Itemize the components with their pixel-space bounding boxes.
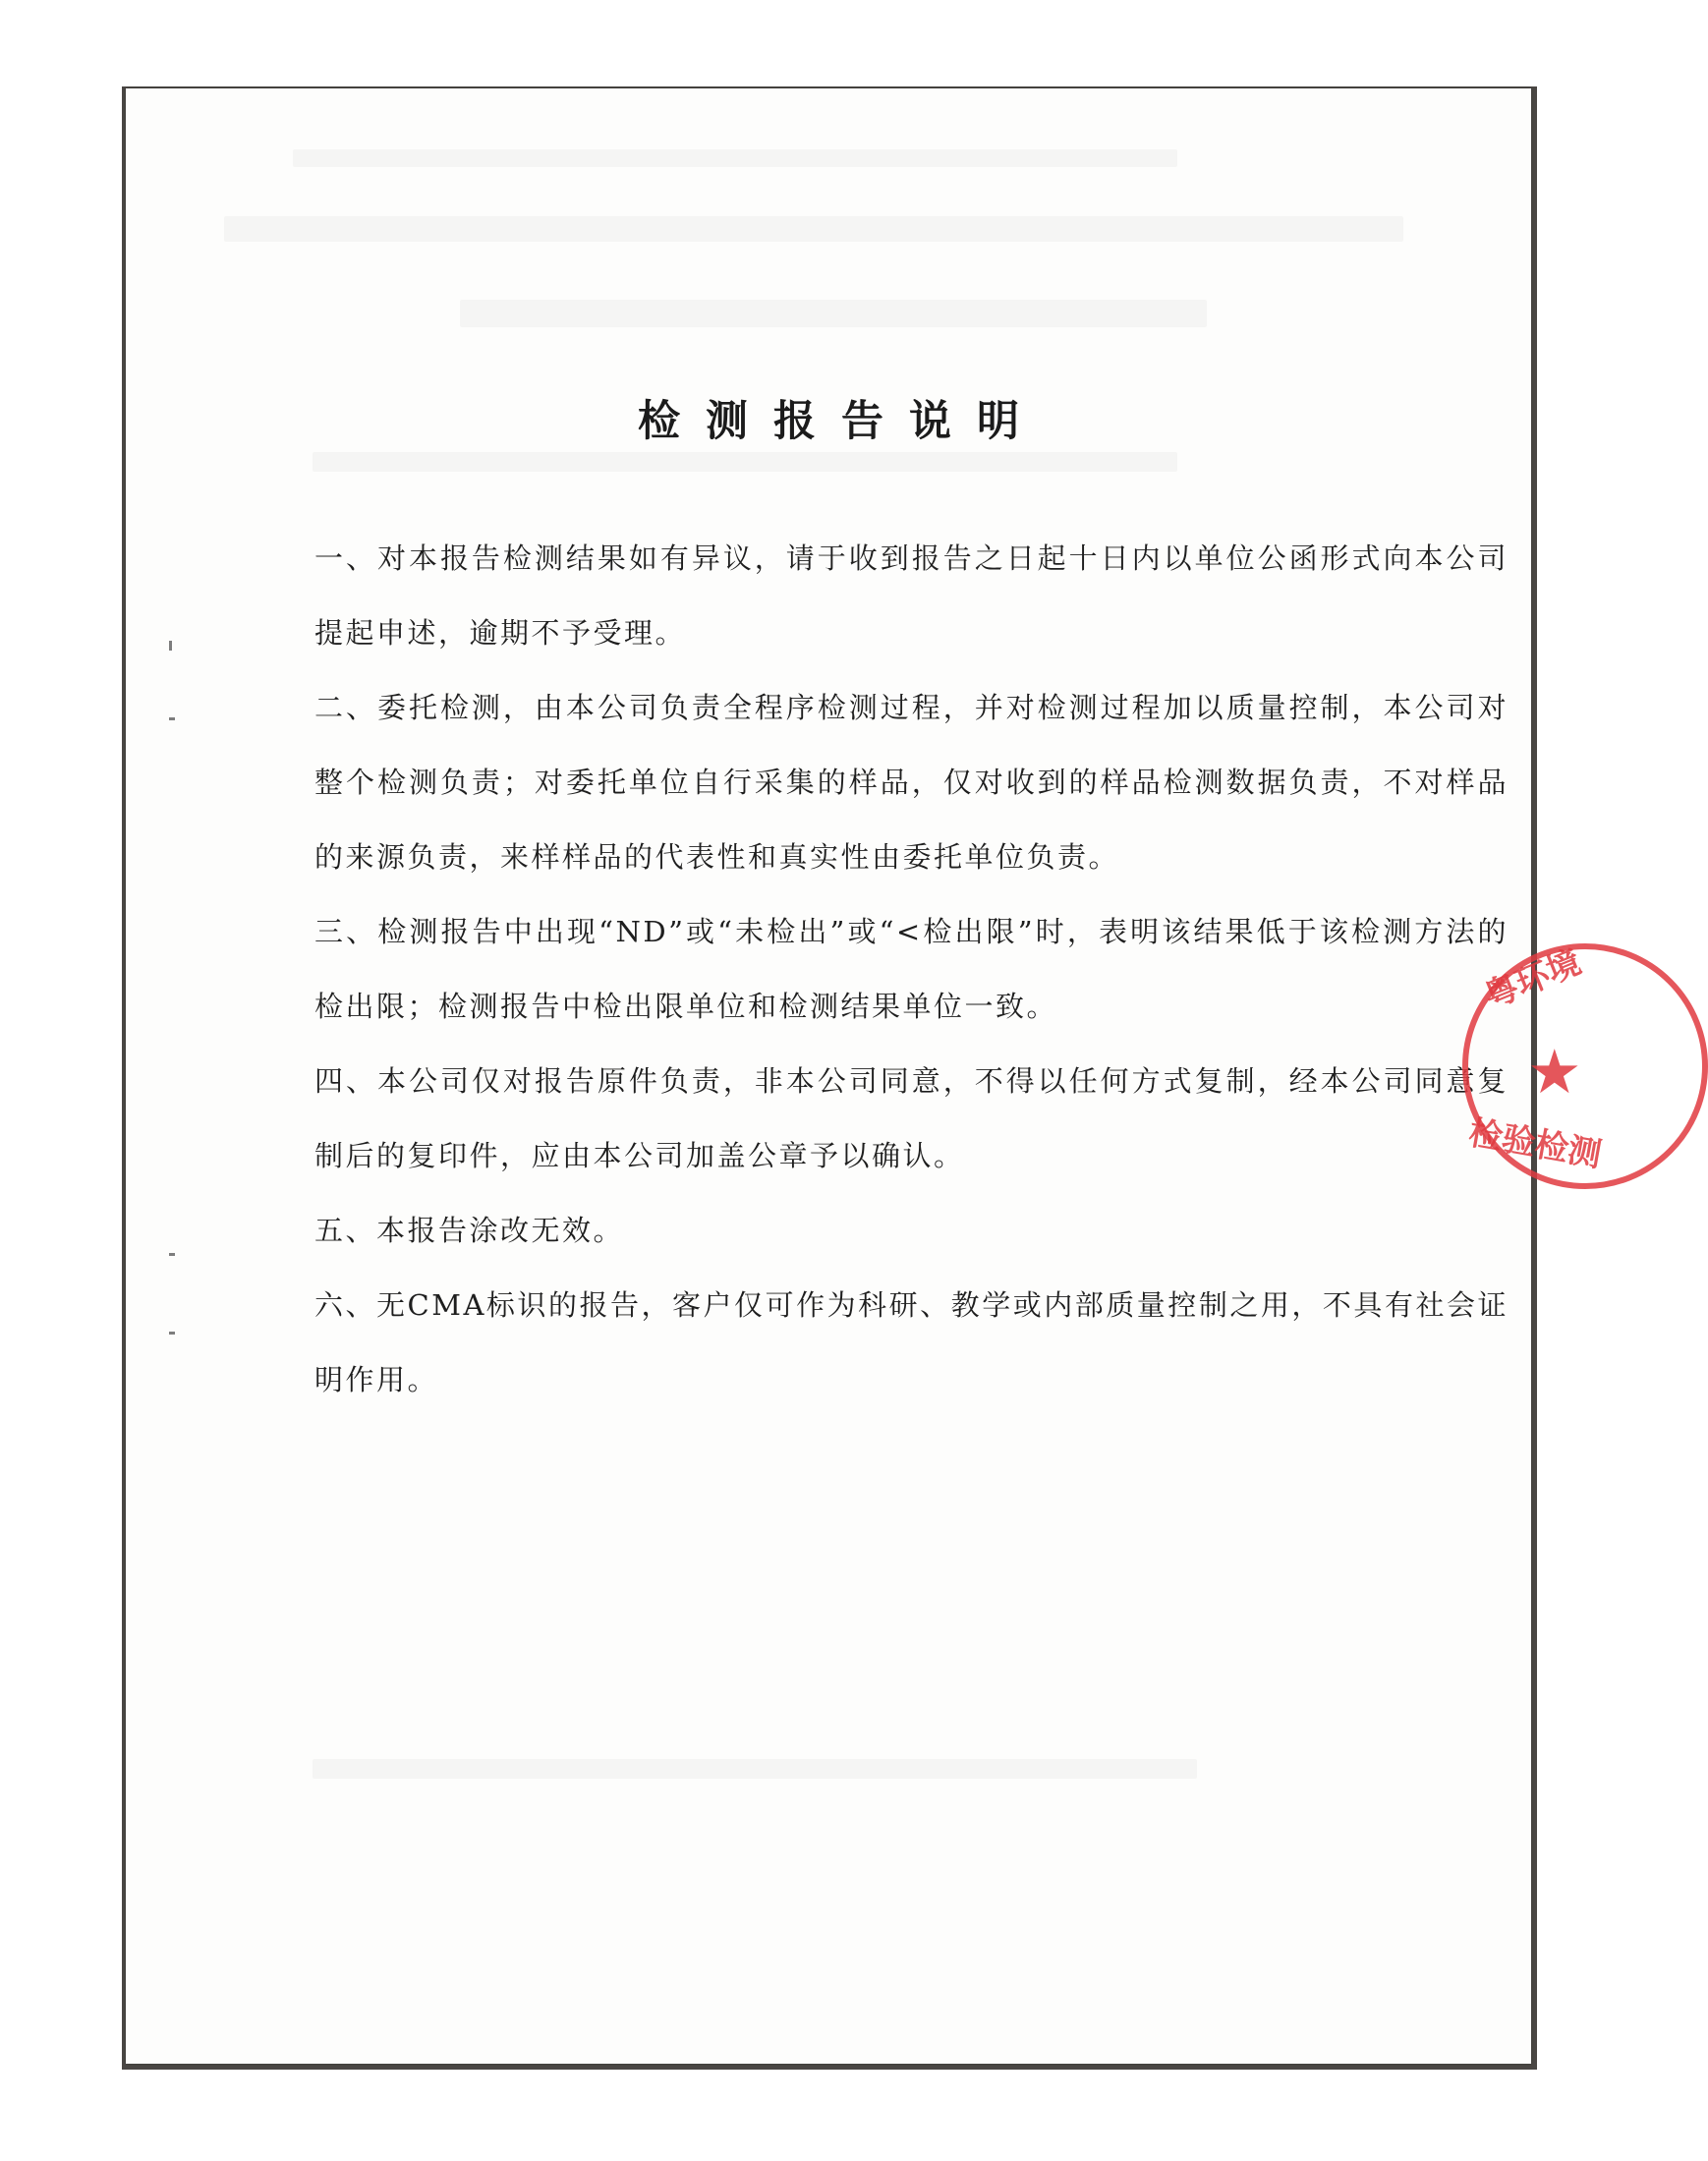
company-seal [1462, 942, 1605, 1209]
seal-text-bottom: 检验检测 [1465, 1112, 1605, 1175]
clause-list [314, 521, 1509, 1417]
binding-hole-mark [169, 1332, 175, 1335]
clause-5: 五、本报告涂改无效。 [314, 1214, 625, 1247]
document-page [126, 88, 1531, 2064]
bleed-through-line [460, 300, 1207, 327]
clause-1: 一、对本报告检测结果如有异议，请于收到报告之日起十日内以单位公函形式向本公司提起申述，逾期不予受理。 [314, 541, 1509, 650]
bleed-through-line [293, 149, 1177, 167]
clause-2: 二、委托检测，由本公司负责全程序检测过程，并对检测过程加以质量控制，本公司对整个检测负责；对委托单位自行采集的样品，仅对收到的样品检测数据负责，不对样品的来源负责，来样样品的代表性和真实性由委托单位负责。 [314, 691, 1509, 874]
clause-6: 六、无CMA标识的报告，客户仅可作为科研、教学或内部质量控制之用，不具有社会证明作用。 [314, 1288, 1509, 1396]
bleed-through-line [313, 1759, 1197, 1779]
binding-hole-mark [169, 717, 175, 720]
clause-3: 三、检测报告中出现“ND”或“未检出”或“<检出限”时，表明该结果低于该检测方法的检出限；检测报告中检出限单位和检测结果单位一致。 [314, 915, 1509, 1023]
page-title: 检测报告说明 [638, 396, 1045, 446]
bleed-through-line [224, 216, 1403, 242]
bleed-through-line [313, 452, 1177, 472]
star-icon: ★ [1527, 1036, 1582, 1108]
clause-4: 四、本公司仅对报告原件负责，非本公司同意，不得以任何方式复制，经本公司同意复制后的复印件，应由本公司加盖公章予以确认。 [314, 1064, 1509, 1172]
binding-hole-mark [169, 641, 172, 651]
binding-hole-mark [169, 1253, 175, 1256]
seal-text-top: 粤环境 [1478, 942, 1587, 1017]
